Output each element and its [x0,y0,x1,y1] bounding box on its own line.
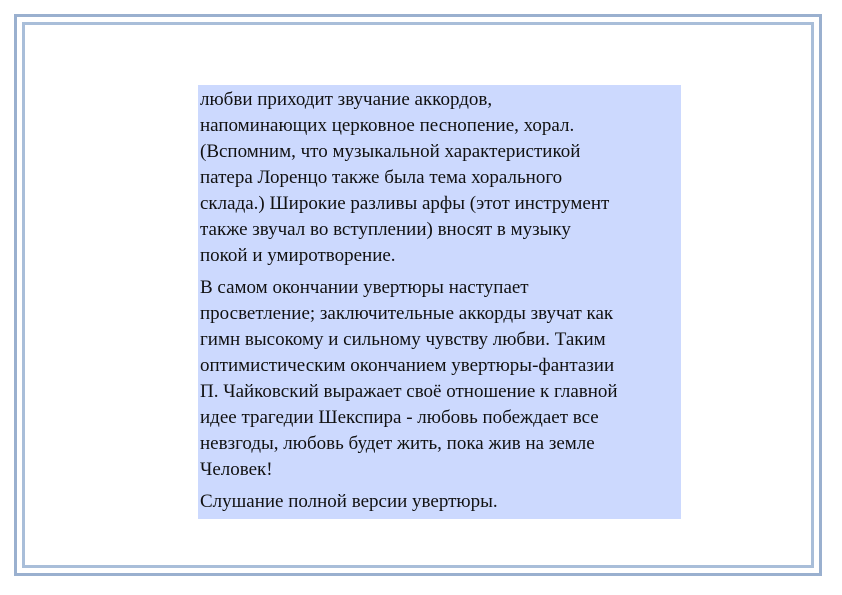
text-line: Человек! [200,459,273,480]
text-line: В самом окончании увертюры наступает [200,277,529,298]
text-line: напоминающих церковное песнопение, хорал. [200,115,575,136]
text-line: просветление; заключительные аккорды звучат как [200,303,614,324]
text-box [198,85,681,519]
paragraph-3 [200,489,679,515]
text-line: любви приходит звучание аккордов, [200,89,493,110]
text-line: оптимистическим окончанием увертюры-фантазии [200,355,615,376]
text-line: невзгоды, любовь будет жить, пока жив на земле [200,433,595,454]
text-line: идее трагедии Шекспира - любовь побеждает все [200,407,599,428]
paragraph-1 [200,87,679,269]
text-line: покой и умиротворение. [200,245,396,266]
text-line: П. Чайковский выражает своё отношение к главной [200,381,618,402]
text-line: также звучал во вступлении) вносят в музыку [200,219,571,240]
paragraph-2 [200,275,679,483]
text-line: гимн высокому и сильному чувству любви. Таким [200,329,606,350]
text-line: (Вспомним, что музыкальной характеристикой [200,141,581,162]
text-line: Слушание полной версии увертюры. [200,491,498,512]
text-line: склада.) Широкие разливы арфы (этот инструмент [200,193,610,214]
text-line: патера Лоренцо также была тема хорального [200,167,563,188]
